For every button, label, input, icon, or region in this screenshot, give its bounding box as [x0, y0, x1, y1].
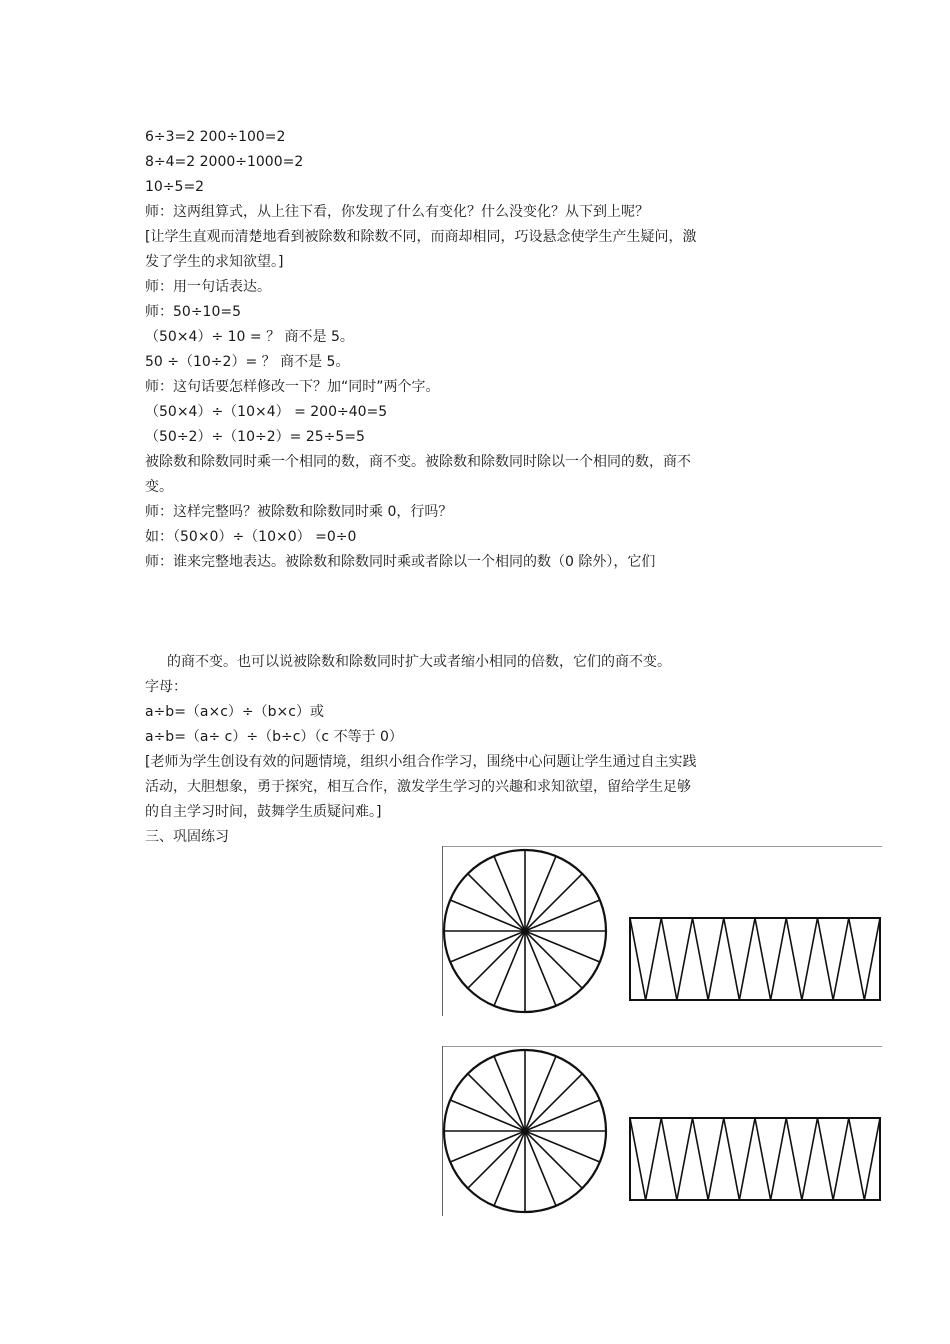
circle-sectors-to-rectangle-icon — [442, 846, 882, 1016]
text-line: 师：用一句话表达。 — [145, 279, 271, 295]
rectangle-outline — [630, 918, 880, 1000]
text-line: 师：这样完整吗？被除数和除数同时乘 0，行吗？ — [145, 504, 453, 520]
text-line: a÷b=（a×c）÷（b×c）或 — [145, 704, 324, 720]
section-heading: 三、巩固练习 — [145, 829, 229, 845]
text-line: 师：这两组算式，从上往下看，你发现了什么有变化？什么没变化？从下到上呢？ — [145, 204, 649, 220]
text-line: 师：这句话要怎样修改一下？加“同时”两个字。 — [145, 379, 440, 395]
text-line: 字母： — [145, 679, 187, 695]
text-line: 的自主学习时间，鼓舞学生质疑问难。] — [145, 804, 382, 820]
text-line: 被除数和除数同时乘一个相同的数，商不变。被除数和除数同时除以一个相同的数，商不 — [145, 454, 691, 470]
text-line: （50×4）÷ 10 = ？ 商不是 5。 — [145, 329, 354, 345]
text-line: 8÷4=2 2000÷1000=2 — [145, 154, 304, 170]
text-line: （50×4）÷（10×4） = 200÷40=5 — [145, 404, 388, 420]
rectangle-outline — [630, 1118, 880, 1200]
circle-to-rectangle-figure-2 — [442, 1046, 882, 1216]
circle-sectors-to-rectangle-icon — [442, 1046, 882, 1216]
text-line: （50÷2）÷（10÷2）= 25÷5=5 — [145, 429, 365, 445]
text-line: 变。 — [145, 479, 173, 495]
text-line: [让学生直观而清楚地看到被除数和除数不同，而商却相同，巧设悬念使学生产生疑问，激 — [145, 229, 697, 245]
text-line: 的商不变。也可以说被除数和除数同时扩大或者缩小相同的倍数，它们的商不变。 — [167, 654, 671, 670]
text-line: 发了学生的求知欲望。] — [145, 254, 284, 270]
zigzag-sectors — [630, 1118, 880, 1200]
circle-to-rectangle-figure-1 — [442, 846, 882, 1016]
text-line: a÷b=（a÷ c）÷（b÷c）（c 不等于 0） — [145, 729, 403, 745]
text-line: 50 ÷（10÷2）= ？ 商不是 5。 — [145, 354, 350, 370]
zigzag-sectors — [630, 918, 880, 1000]
text-line: 10÷5=2 — [145, 179, 205, 195]
text-line: 师：谁来完整地表达。被除数和除数同时乘或者除以一个相同的数（0 除外），它们 — [145, 554, 656, 570]
text-line: 如：（50×0）÷（10×0） =0÷0 — [145, 529, 357, 545]
text-line: [老师为学生创设有效的问题情境，组织小组合作学习，围绕中心问题让学生通过自主实践 — [145, 754, 697, 770]
text-line: 活动，大胆想象，勇于探究，相互合作，激发学生学习的兴趣和求知欲望，留给学生足够 — [145, 779, 691, 795]
text-line: 6÷3=2 200÷100=2 — [145, 129, 286, 145]
text-line: 师：50÷10=5 — [145, 304, 241, 320]
